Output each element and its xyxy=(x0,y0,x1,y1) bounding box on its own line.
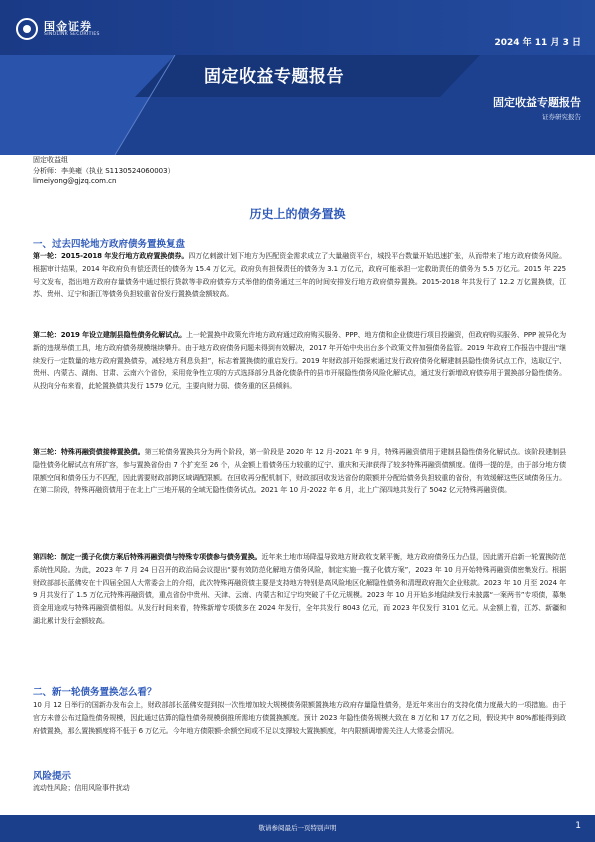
section-heading-risk: 风险提示 xyxy=(33,771,72,782)
header-category: 证券研究报告 xyxy=(542,113,581,121)
header-subtitle: 固定收益专题报告 xyxy=(493,96,581,109)
page-footer xyxy=(0,815,595,842)
paragraph-lead: 第二轮：2019 年设立建制县隐性债务化解试点。 xyxy=(33,331,186,339)
page-number: 1 xyxy=(575,821,581,831)
paragraph-round-2 xyxy=(33,329,566,445)
brand-name-en: SINOLINK SECURITIES xyxy=(44,32,100,37)
paragraph-lead: 第一轮：2015-2018 年发行地方政府置换债券。 xyxy=(33,252,189,260)
report-header xyxy=(0,0,595,155)
paragraph-body: 第三轮债务置换共分为两个阶段，第一阶段是 2020 年 12 月-2021 年 9 月，特殊再融资债用于建制县隐性债务化解试点。该阶段建制县隐性债务化解试点有所扩容，参与置换省份由 7 个扩充至 26 个，从金额上看债务压力较重的辽宁、重庆和天津获得了较多特殊再融资债额度。值得一提的是，由于部分地方债限额空间和债务压力不匹配，因此需要财政部跨区域调配限额。在回收再分配机制下，财政部回收发达省份的限额并分配给债务负担较重的省份，有效缓解这些区域债务压力。在第二阶段，特殊再融资债用于在北上广三地开展的全域无隐性债务试点。2021 年 10 月-2022 年 6 月，北上广深四地共发行了 5042 亿元特殊再融资债。 xyxy=(33,448,566,495)
footer-disclaimer: 敬请参阅最后一页特别声明 xyxy=(258,824,337,832)
research-group: 固定收益组 xyxy=(33,156,68,164)
section-heading-2: 二、新一轮债务置换怎么看？ xyxy=(33,687,157,698)
brand-logo xyxy=(16,17,136,45)
document-title: 历史上的债务置换 xyxy=(249,207,346,221)
analyst-info xyxy=(33,155,175,187)
brand-name-cn: 国金证券 xyxy=(44,20,92,33)
report-date: 2024 年 11 月 3 日 xyxy=(494,38,581,48)
paragraph-body: 上一轮置换中政策允许地方政府通过政府购买服务、PPP、地方债和企业债进行项目投融资，但政府购买服务、PPP 被异化为新的违规举债工具，地方政府债务规模继续攀升。由于地方政府债务问题未得到有效解决，2017 年开始中央出台多个政策文件加强债务监管。2019 年政府工作报告中提出“继续发行一定数量的地方政府置换债券，减轻地方利息负担”，标志着置换债的重启发行。2019 年财政部开始探索通过发行政府债务化解建制县隐性债务试点工作，选取辽宁、贵州、内蒙古、湖南、甘肃、云南六个省份，采用竞争性立项的方式选择部分具备化债条件的县市开展隐性债务风险化解试点，通过发行新增政府债券用于置换部分隐性债务。从投向分布来看，此轮置换债共发行 1579 亿元，主要向财力弱、债务重的区县倾斜。 xyxy=(33,331,566,391)
header-title: 固定收益专题报告 xyxy=(204,67,344,87)
paragraph-body: 四万亿刺激计划下地方为匹配资金需求成立了大量融资平台，城投平台数量开始迅速扩张，从而带来了地方政府债务风险。根据审计结果，2014 年政府负有偿还责任的债务为 15.4 万亿元，政府负有担保责任的债务为 3.1 万亿元，政府可能承担一定救助责任的债务为 5.5 万亿元。2015 年 225 号文发布，指出地方政府存量债务中通过银行贷款等非政府债券方式举借的债务通过三年的时间安排发行地方政府债券置换。2015-2018 年共发行了 12.2 万亿置换债，江苏、贵州、辽宁和浙江等债务负担较重省份发行置换债金额较高。 xyxy=(33,252,566,299)
paragraph-body: 近年来土地市场降温导致地方财政收支紧平衡，地方政府债务压力凸显，因此需开启新一轮置换防范系统性风险。为此，2023 年 7 月 24 日召开的政治局会议提出“要有效防范化解地方债务风险，制定实施一揽子化债方案”，2023 年 10 月开始特殊再融资债密集发行。根据财政部部长蓝佛安在十四届全国人大常委会上的介绍，此次特殊再融资债主要是支持地方特别是高风险地区化解隐性债务和清理政府拖欠企业账款。2023 年 10 月至 2024 年 9 月共发行了 1.5 万亿元特殊再融资债，重点省份中贵州、天津、云南、内蒙古和辽宁均突破了千亿元规模。2023 年 10 月开始多地陆续发行未披露“一案两书”专项债，募集资金用途或与特殊再融资债相似。从发行时间来看，特殊新增专项债多在 2024 年发行，全年共发行 8043 亿元，而 2023 年仅发行 3101 亿元。从金额上看，江苏、新疆和湖北累计发行金额较高。 xyxy=(33,553,566,625)
paragraph-lead: 第四轮：制定一揽子化债方案后特殊再融资债与特殊专项债参与债务置换。 xyxy=(33,553,262,561)
paragraph-new-round: 10 月 12 日举行的国新办发布会上，财政部部长蓝佛安提到拟一次性增加较大规模债务限额置换地方政府存量隐性债务，是近年来出台的支持化债力度最大的一项措施。由于官方未曾公布过隐性债务规模，因此通过估算的隐性债务规模倒推所需地方债置换额度。预计 2023 年隐性债务规模大致在 8 万亿和 17 万亿之间，假设其中 80%都能得到政府债置换，那么置换额度将不低于 6 万亿元。今年地方债限额-余额空间或不足以支撑较大置换额度，年内限额调增需关注人大常委会情况。 xyxy=(33,701,566,735)
section-heading-1: 一、过去四轮地方政府债务置换复盘 xyxy=(33,239,186,250)
paragraph-risk: 流动性风险；信用风险事件扰动 xyxy=(33,784,130,792)
paragraph-round-1 xyxy=(33,250,566,328)
brand-mark-icon xyxy=(16,18,38,40)
paragraph-round-3 xyxy=(33,446,566,550)
analyst-name: 分析师：李美雍（执业 S1130524060003） xyxy=(33,166,175,175)
paragraph-round-4 xyxy=(33,551,566,680)
analyst-email[interactable]: limeiyong@gjzq.com.cn xyxy=(33,177,117,185)
paragraph-lead: 第三轮：特殊再融资债接棒置换债。 xyxy=(33,448,145,456)
